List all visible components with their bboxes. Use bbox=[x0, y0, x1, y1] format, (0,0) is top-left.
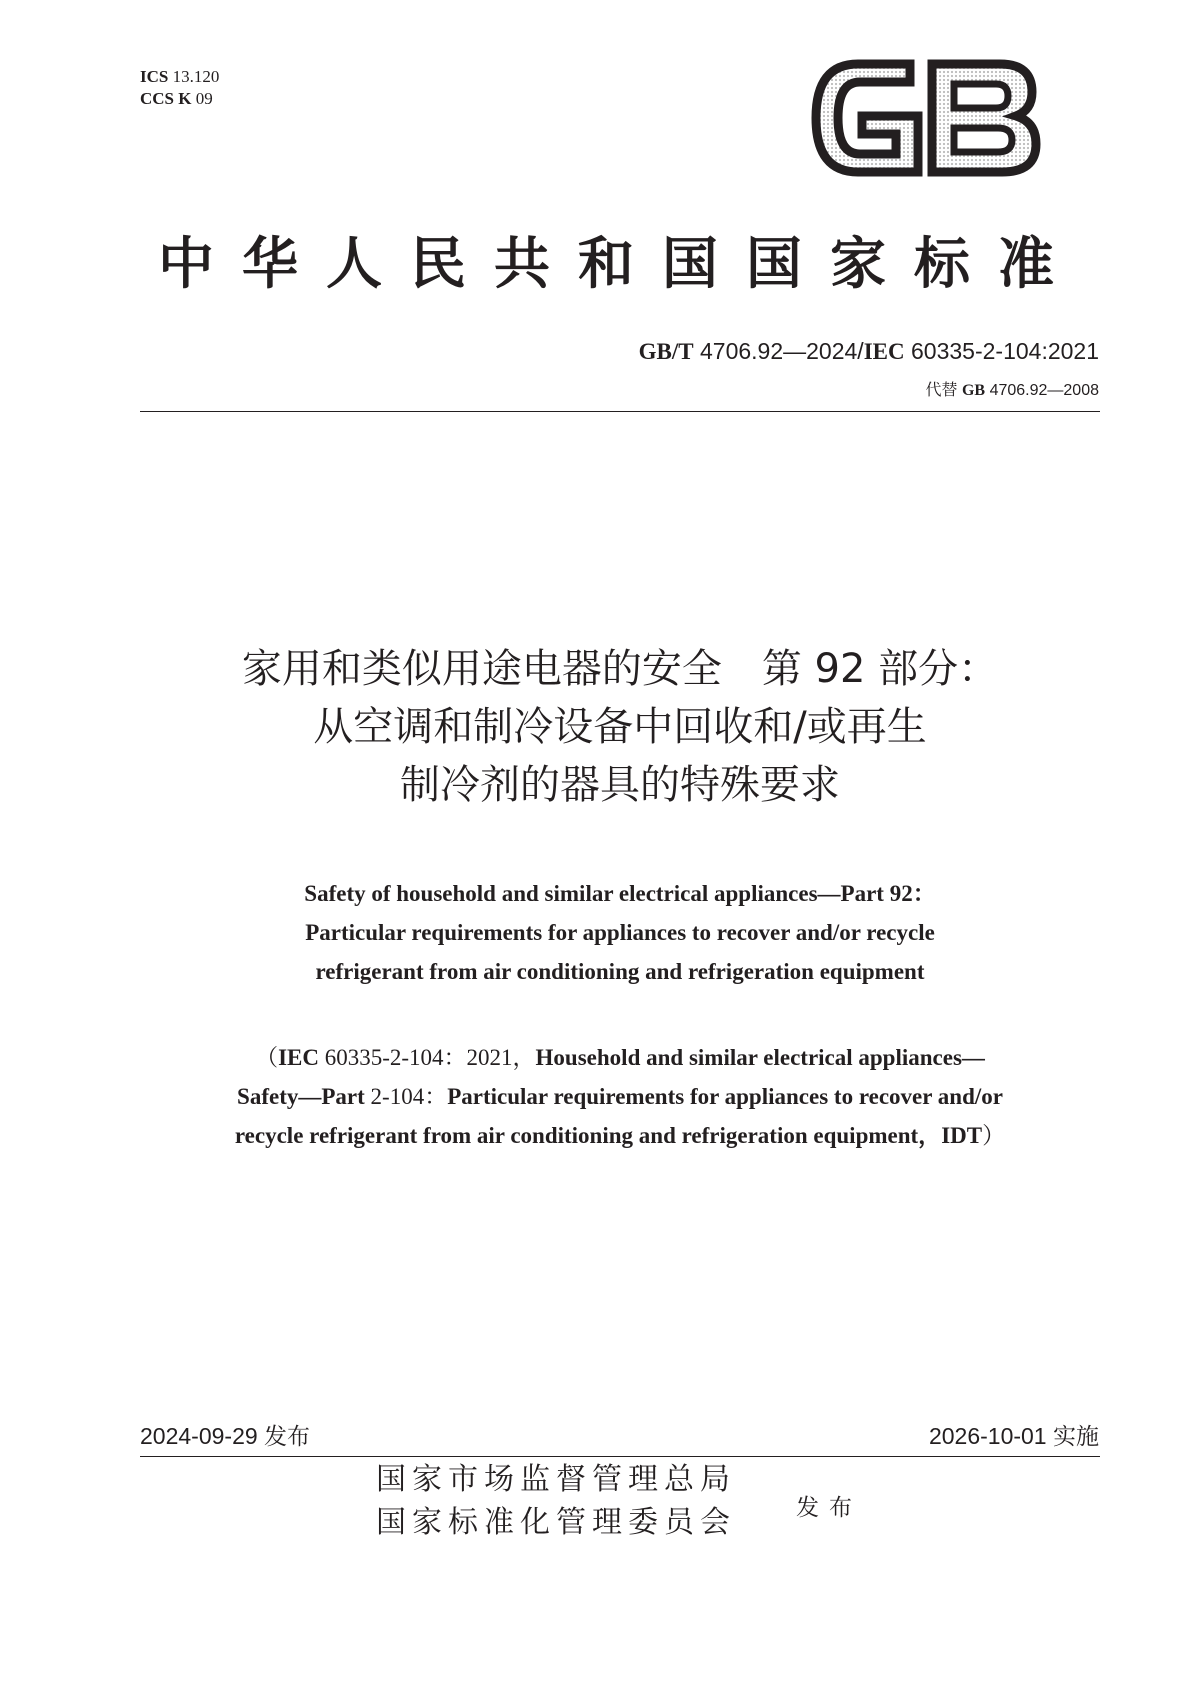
publish-label: 发布 bbox=[796, 1495, 862, 1521]
implementation-date: 2026-10-01 实施 bbox=[928, 1423, 1099, 1449]
iec-reference bbox=[60, 1038, 1180, 1155]
ccs-code: CCS K 09 bbox=[140, 89, 213, 108]
english-title bbox=[100, 874, 1140, 991]
replaces-standard: 代替 GB 4706.92—2008 bbox=[925, 382, 1099, 399]
national-standard-title: 中华人民共和国国家标准 bbox=[158, 231, 1082, 297]
english-title-line: Safety of household and similar electrical appliances—Part 92： bbox=[304, 881, 936, 906]
gb-logo-icon bbox=[810, 58, 1042, 178]
standard-number: GB/T 4706.92—2024/IEC 60335-2-104:2021 bbox=[638, 338, 1099, 364]
gb-logo-letter-g bbox=[816, 64, 918, 172]
iec-reference-line: （IEC 60335-2-104：2021，Household and similar electrical appliances— bbox=[255, 1045, 985, 1070]
header-divider bbox=[140, 411, 1100, 412]
chinese-title-line: 家用和类似用途电器的安全 第 92 部分： bbox=[241, 646, 999, 692]
english-title-line: refrigerant from air conditioning and refrigeration equipment bbox=[315, 959, 925, 984]
footer-divider bbox=[140, 1456, 1100, 1457]
english-title-line: Particular requirements for appliances to recover and/or recycle bbox=[305, 920, 935, 945]
issuer-name: 国家市场监督管理总局 bbox=[376, 1462, 736, 1497]
iec-reference-line: Safety—Part 2-104：Particular requirements for appliances to recover and/or bbox=[237, 1084, 1003, 1109]
gb-logo-letter-b bbox=[932, 64, 1036, 172]
chinese-title bbox=[100, 640, 1140, 814]
iec-reference-line: recycle refrigerant from air conditioning and refrigeration equipment，IDT） bbox=[234, 1123, 1006, 1148]
gb-logo-b-inner-bottom bbox=[954, 128, 1012, 152]
chinese-title-line: 制冷剂的器具的特殊要求 bbox=[400, 762, 840, 808]
issuing-authorities bbox=[376, 1458, 736, 1544]
release-date: 2024-09-29 发布 bbox=[140, 1423, 311, 1449]
ics-code: ICS 13.120 bbox=[140, 67, 220, 86]
classification-codes bbox=[140, 66, 219, 110]
chinese-title-line: 从空调和制冷设备中回收和/或再生 bbox=[313, 704, 927, 750]
gb-logo-b-inner-top bbox=[954, 84, 1008, 108]
issuer-name: 国家标准化管理委员会 bbox=[376, 1505, 736, 1540]
